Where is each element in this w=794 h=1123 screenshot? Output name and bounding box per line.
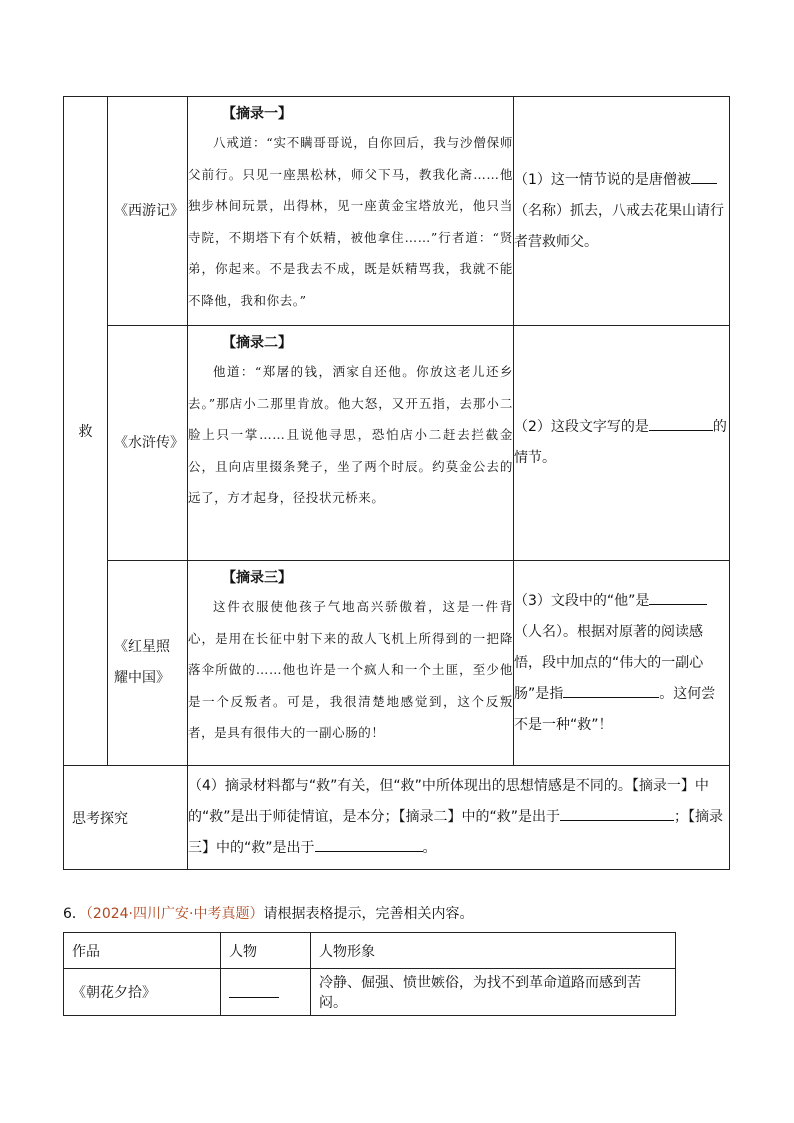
question-cell-1 xyxy=(514,97,730,326)
work-cell-1 xyxy=(108,97,188,326)
think-text: （4）摘录材料都与“救”有关，但“救”中所体现出的思想情感是不同的。【摘录一】中的“救”是出于师徒情谊，是本分；【摘录二】中的“救”是出于 xyxy=(188,778,709,825)
answer-blank[interactable] xyxy=(315,837,423,852)
question-6-heading xyxy=(63,903,473,923)
excerpt-title: 【摘录二】 xyxy=(222,335,292,351)
question-prompt: 请根据表格提示，完善相关内容。 xyxy=(263,906,474,922)
think-label-cell xyxy=(64,766,188,870)
answer-blank[interactable] xyxy=(563,683,659,698)
reading-table xyxy=(63,96,730,870)
excerpt-title: 【摘录一】 xyxy=(222,106,292,122)
work-cell-3 xyxy=(108,561,188,766)
header-cell: 人物形象 xyxy=(311,933,676,969)
excerpt-text: 他道：“郑屠的钱，洒家自还他。你放这老儿还乡去。”那店小二那里肯放。他大怒，又开五指，去那小二脸上只一掌……且说他寻思，恐怕店小二赶去拦截金公，且向店里掇条凳子，坐了两个时辰。约莫金公去的远了，方才起身，径投状元桥来。 xyxy=(188,364,513,505)
think-text: ；【摘录三】中的“救”是出于 xyxy=(188,809,724,856)
work-cell-2 xyxy=(108,326,188,561)
work-title: 《红星照耀中国》 xyxy=(114,639,170,686)
question-text: （名称）抓去，八戒去花果山请行者营救师父。 xyxy=(514,202,724,250)
header-cell: 作品 xyxy=(64,933,221,969)
think-text: 。 xyxy=(422,840,437,856)
answer-blank[interactable] xyxy=(560,806,674,821)
question-number: 6． xyxy=(63,906,86,922)
question-cell-3 xyxy=(514,561,730,766)
answer-blank[interactable] xyxy=(649,416,713,431)
theme-cell xyxy=(64,97,108,766)
excerpt-cell-2 xyxy=(188,326,514,561)
work-title: 《水浒传》 xyxy=(114,434,184,451)
excerpt-text: 八戒道：“实不瞒哥哥说，自你回后，我与沙僧保师父前行。只见一座黑松林，师父下马，教我化斋……他独步林间玩景，出得林，见一座黄金宝塔放光，他只当寺院，不期塔下有个妖精，被他拿住……”行者道：“贤弟，你起来。不是我去不成，既是妖精骂我，我就不能不降他，我和你去。” xyxy=(188,135,513,308)
character-cell xyxy=(221,969,311,1016)
work-cell: 《朝花夕拾》 xyxy=(64,969,221,1016)
question-text: 的情节。 xyxy=(514,419,727,466)
work-title: 《西游记》 xyxy=(114,202,184,219)
theme-label: 救 xyxy=(78,424,93,440)
question-text: （2）这段文字写的是 xyxy=(514,419,649,435)
question-text: 。这何尝不是一种“救”！ xyxy=(514,685,716,733)
header-cell: 人物 xyxy=(221,933,311,969)
question-text: （1）这一情节说的是唐僧被 xyxy=(514,171,691,188)
question-source: （2024·四川广安·中考真题） xyxy=(85,906,264,922)
answer-blank[interactable] xyxy=(691,169,717,184)
character-table xyxy=(63,932,676,1016)
excerpt-cell-3 xyxy=(188,561,514,766)
excerpt-cell-1 xyxy=(188,97,514,326)
answer-blank[interactable] xyxy=(649,590,707,605)
answer-blank[interactable] xyxy=(229,983,279,998)
think-label: 思考探究 xyxy=(72,810,128,827)
excerpt-text: 这件衣服使他孩子气地高兴骄傲着，这是一件背心，是用在长征中射下来的敌人飞机上所得到的一把降落伞所做的……他也许是一个疯人和一个土匪，至少他是一个反叛者。可是，我很清楚地感觉到，这个反叛者，是具有很伟大的一副心肠的！ xyxy=(188,599,513,740)
question-text: （人名）。根据对原著的阅读感悟，段中加点的“伟大的一副心肠”是指 xyxy=(514,623,704,702)
question-text: （3）文段中的“他”是 xyxy=(514,592,650,609)
question-cell-2 xyxy=(514,326,730,561)
excerpt-title: 【摘录三】 xyxy=(222,570,292,586)
image-cell: 冷静、倔强、愤世嫉俗，为找不到革命道路而感到苦闷。 xyxy=(311,969,676,1016)
think-cell xyxy=(188,766,730,870)
